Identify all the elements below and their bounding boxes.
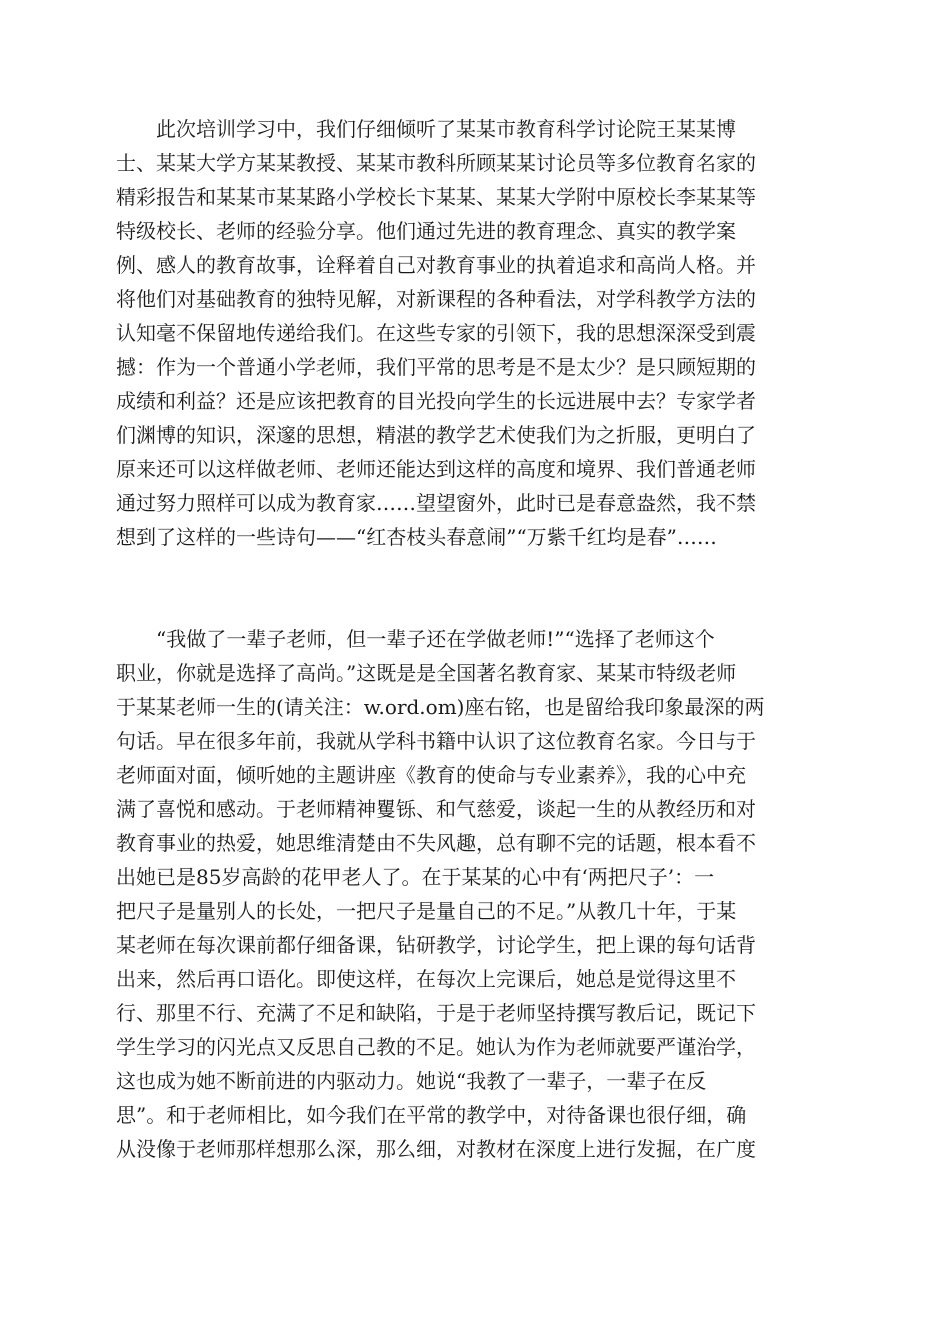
text-line: 出来，然后再口语化。即使这样，在每次上完课后，她总是觉得这里不 — [116, 967, 736, 991]
text-line: 满了喜悦和感动。于老师精神矍铄、和气慈爱，谈起一生的从教经历和对 — [116, 797, 756, 821]
text-line: 把尺子是量别人的长处，一把尺子是量自己的不足。”从教几十年，于某 — [116, 899, 737, 923]
text-line: 句话。早在很多年前，我就从学科书籍中认识了这位教育名家。今日与于 — [116, 729, 756, 753]
text-line: 这也成为她不断前进的内驱动力。她说“我教了一辈子，一辈子在反 — [116, 1069, 707, 1093]
text-line: 原来还可以这样做老师、老师还能达到这样的高度和境界、我们普通老师 — [116, 457, 756, 481]
text-line: 某老师在每次课前都仔细备课，钻研教学，讨论学生，把上课的每句话背 — [116, 933, 756, 957]
text-line: 行、那里不行、充满了不足和缺陷，于是于老师坚持撰写教后记，既记下 — [116, 1001, 756, 1025]
text-line: 此次培训学习中，我们仔细倾听了某某市教育科学讨论院王某某博 — [116, 117, 736, 141]
text-line: 职业，你就是选择了高尚。”这既是是全国著名教育家、某某市特级老师 — [116, 661, 737, 685]
text-line: 们渊博的知识，深邃的思想，精湛的教学艺术使我们为之折服，更明白了 — [116, 423, 756, 447]
text-line: 想到了这样的一些诗句——“红杏枝头春意闹”“万紫千红均是春”…… — [116, 525, 717, 549]
text-line: 从没像于老师那样想那么深，那么细，对教材在深度上进行发掘，在广度 — [116, 1137, 756, 1161]
text-line: 特级校长、老师的经验分享。他们通过先进的教育理念、真实的教学案 — [116, 219, 736, 243]
text-line: 士、某某大学方某某教授、某某市教科所顾某某讨论员等多位教育名家的 — [116, 151, 756, 175]
text-line: 老师面对面，倾听她的主题讲座《教育的使命与专业素养》，我的心中充 — [116, 763, 746, 787]
text-line: 撼：作为一个普通小学老师，我们平常的思考是不是太少？是只顾短期的 — [116, 355, 756, 379]
text-line: “我做了一辈子老师，但一辈子还在学做老师!”“选择了老师这个 — [116, 627, 715, 651]
text-line: 例、感人的教育故事，诠释着自己对教育事业的执着追求和高尚人格。并 — [116, 253, 756, 277]
text-line: 通过努力照样可以成为教育家……望望窗外，此时已是春意盎然，我不禁 — [116, 491, 756, 515]
text-line: 思”。和于老师相比，如今我们在平常的教学中，对待备课也很仔细，确 — [116, 1103, 747, 1127]
text-line: 成绩和利益？还是应该把教育的目光投向学生的长远进展中去？专家学者 — [116, 389, 756, 413]
text-line: 出她已是85岁高龄的花甲老人了。在于某某的心中有‘两把尺子’：一 — [116, 865, 715, 889]
text-line: 认知毫不保留地传递给我们。在这些专家的引领下，我的思想深深受到震 — [116, 321, 756, 345]
text-line: 于某某老师一生的(请关注：w.ord.om)座右铭，也是留给我印象最深的两 — [116, 695, 765, 719]
text-line: 教育事业的热爱，她思维清楚由不失风趣，总有聊不完的话题，根本看不 — [116, 831, 756, 855]
paragraph-training-reflection — [116, 112, 832, 554]
text-line: 学生学习的闪光点又反思自己教的不足。她认为作为老师就要严谨治学， — [116, 1035, 756, 1059]
text-line: 将他们对基础教育的独特见解，对新课程的各种看法，对学科教学方法的 — [116, 287, 756, 311]
text-line: 精彩报告和某某市某某路小学校长卞某某、某某大学附中原校长李某某等 — [116, 185, 756, 209]
paragraph-teacher-yu — [116, 622, 832, 1166]
